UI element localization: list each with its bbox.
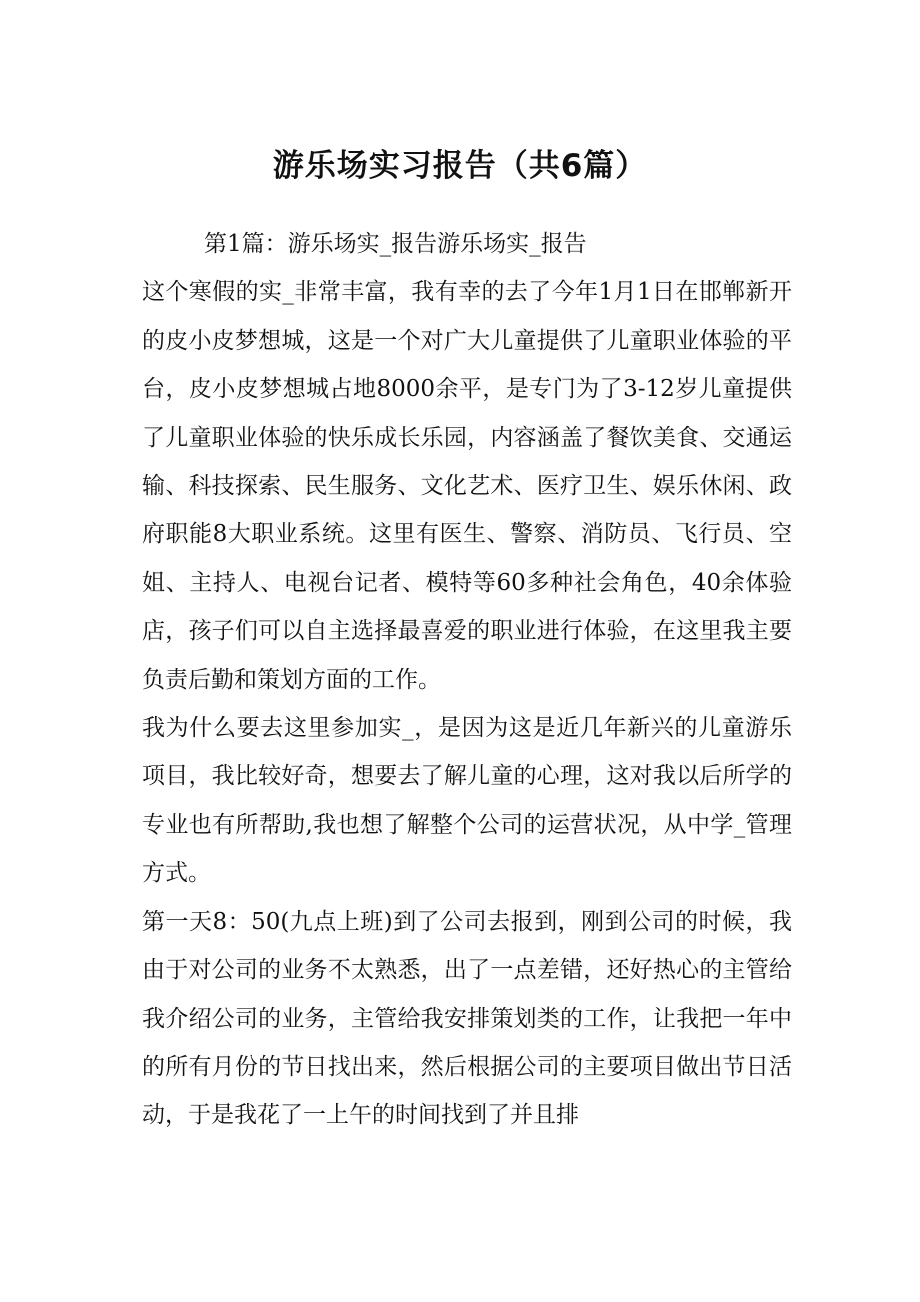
document-body <box>142 220 792 1140</box>
body-paragraph-2: 我为什么要去这里参加实_，是因为这是近几年新兴的儿童游乐项目，我比较好奇，想要去了解儿童的心理，这对我以后所学的专业也有所帮助,我也想了解整个公司的运营状况，从中学_管理方式。 <box>142 715 792 887</box>
body-paragraph-3: 第一天8：50(九点上班)到了公司去报到，刚到公司的时候，我由于对公司的业务不太熟悉，出了一点差错，还好热心的主管给我介绍公司的业务，主管给我安排策划类的工作，让我把一年中的所有月份的节日找出来，然后根据公司的主要项目做出节日活动，于是我花了一上午的时间找到了并且排 <box>142 908 792 1129</box>
document-title: 游乐场实习报告（共6篇） <box>272 148 648 184</box>
section-heading: 第1篇：游乐场实_报告游乐场实_报告 <box>204 231 587 257</box>
body-paragraph-1: 这个寒假的实_非常丰富，我有幸的去了今年1月1日在邯郸新开的皮小皮梦想城，这是一个对广大儿童提供了儿童职业体验的平台，皮小皮梦想城占地8000余平，是专门为了3-12岁儿童提供了儿童职业体验的快乐成长乐园，内容涵盖了餐饮美食、交通运输、科技探索、民生服务、文化艺术、医疗卫生、娱乐休闲、政府职能8大职业系统。这里有医生、警察、消防员、飞行员、空姐、主持人、电视台记者、模特等60多种社会角色，40余体验店，孩子们可以自主选择最喜爱的职业进行体验，在这里我主要负责后勤和策划方面的工作。 <box>142 279 792 693</box>
